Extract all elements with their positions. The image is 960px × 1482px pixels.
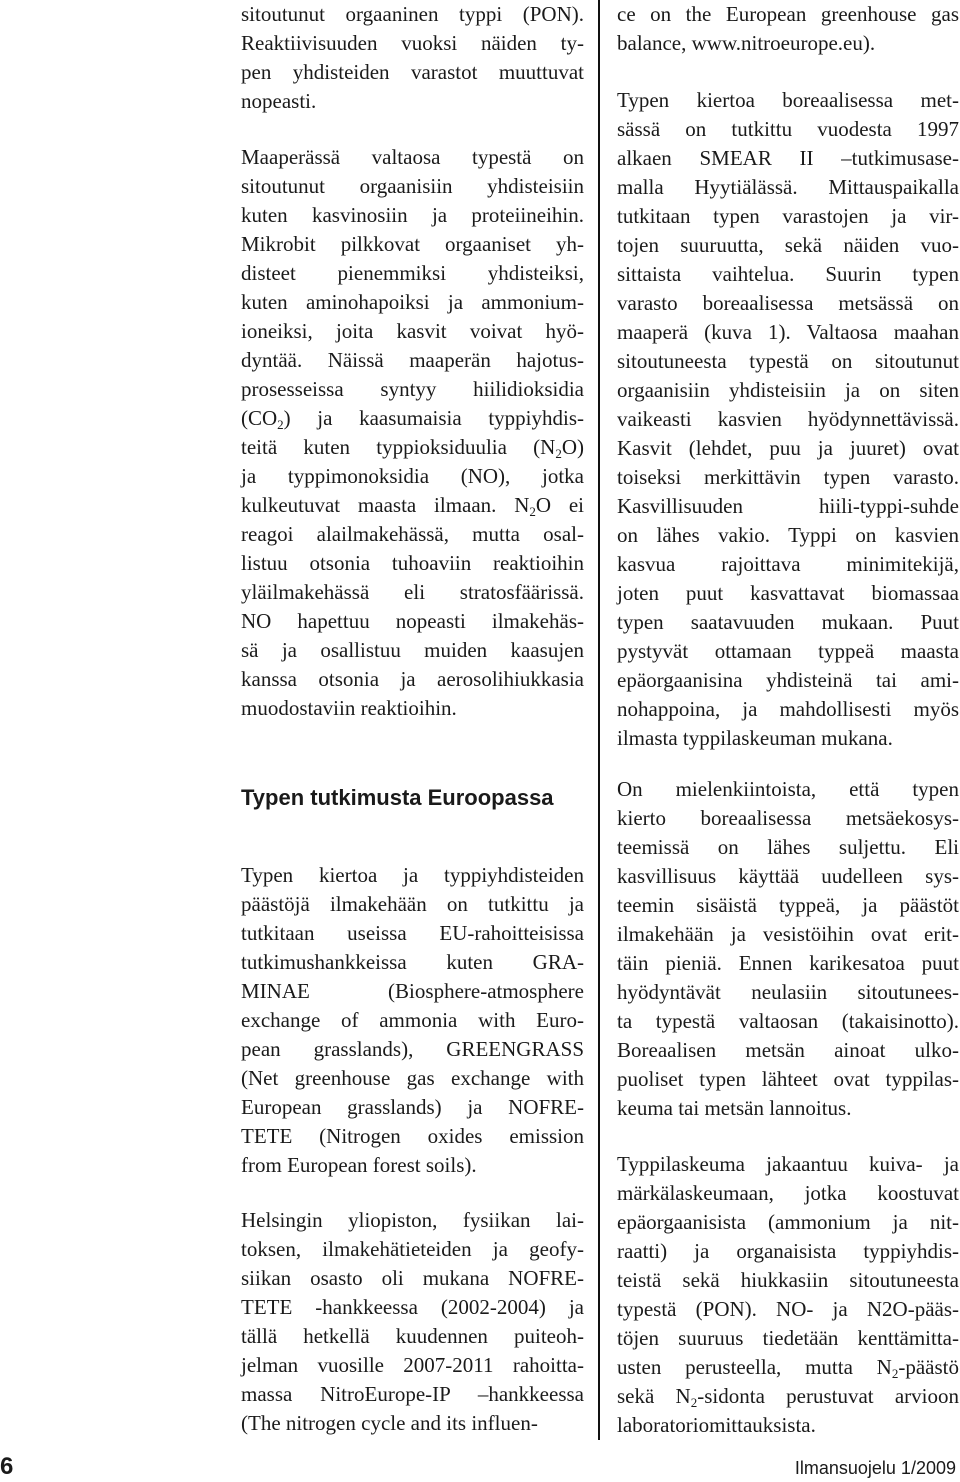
soil-paragraph-line: [241, 433, 584, 462]
smear-paragraph-line: sittaista vaihtelua. Suurin typen: [617, 262, 959, 286]
smear-paragraph-line: tojen suuruutta, sekä näiden vuo-: [617, 233, 959, 257]
deposition-paragraph-line: Typpilaskeuma jakaantuu kuiva- ja: [617, 1152, 959, 1176]
smear-paragraph-line: Typen kiertoa boreaalisessa met-: [617, 88, 959, 112]
continuation-paragraph-line: balance, www.nitroeurope.eu).: [617, 31, 876, 55]
europe-paragraph-line: tutkimushankkeissa kuten GRA-: [241, 950, 584, 974]
text-segment: sekä N: [617, 1384, 691, 1408]
text-segment: (CO: [241, 406, 278, 430]
deposition-paragraph-line: [617, 1382, 959, 1411]
smear-paragraph-line: joten puut kasvattavat biomassaa: [617, 581, 959, 605]
closed-cycle-paragraph-line: ilmakehään ja vesistöihin ovat erit-: [617, 922, 959, 946]
soil-paragraph-line: reagoi alailmakehässä, mutta osal-: [241, 522, 584, 546]
soil-paragraph-line: prosesseissa syntyy hiilidioksidia: [241, 377, 584, 401]
europe-paragraph-line: European grasslands) ja NOFRE-: [241, 1095, 584, 1119]
soil-paragraph-line: Maaperässä valtaosa typestä on: [241, 145, 584, 169]
closed-cycle-paragraph-line: kasvillisuus käyttää uudelleen sys-: [617, 864, 959, 888]
subscript: 2: [891, 1366, 899, 1381]
soil-paragraph-line: sitoutunut orgaanisiin yhdisteisiin: [241, 174, 584, 198]
text-segment: teitä kuten typpioksiduulia (N: [241, 435, 556, 459]
closed-cycle-paragraph-line: teemin sisäistä typpeä, ja päästöt: [617, 893, 959, 917]
europe-paragraph-line: TETE (Nitrogen oxides emission: [241, 1124, 584, 1148]
deposition-paragraph-line: epäorgaanisista (ammonium ja nit-: [617, 1210, 959, 1234]
smear-paragraph-line: sitoutuneesta typestä on sitoutunut: [617, 349, 959, 373]
soil-paragraph-line: [241, 491, 584, 520]
deposition-paragraph-line: [617, 1353, 959, 1382]
smear-paragraph-line: malla Hyytiälässä. Mittauspaikalla: [617, 175, 959, 199]
closed-cycle-paragraph-line: Boreaalisen metsän ainoat ulko-: [617, 1038, 959, 1062]
section-heading: Typen tutkimusta Euroopassa: [241, 785, 554, 810]
smear-paragraph-line: orgaanisiin yhdisteisiin ja on siten: [617, 378, 959, 402]
smear-paragraph-line: Kasvit (lehdet, puu ja juuret) ovat: [617, 436, 959, 460]
smear-paragraph-line: tutkitaan typen varastojen ja vir-: [617, 204, 959, 228]
smear-paragraph-line: Kasvillisuuden hiili-typpi-suhde: [617, 494, 959, 518]
text-segment: -päästö: [898, 1355, 959, 1379]
closed-cycle-paragraph-line: hyödyntävät neulasiin sitoutunees-: [617, 980, 959, 1004]
smear-paragraph-line: toiseksi merkittävin typen varasto.: [617, 465, 959, 489]
soil-paragraph-line: kuten kasvinosiin ja proteiineihin.: [241, 203, 584, 227]
deposition-paragraph-line: typestä (PON). NO- ja N2O-pääs-: [617, 1297, 959, 1321]
deposition-paragraph-line: laboratoriomittauksista.: [617, 1413, 816, 1437]
helsinki-paragraph-line: (The nitrogen cycle and its influen-: [241, 1411, 538, 1435]
soil-paragraph-line: [241, 404, 584, 433]
europe-paragraph-line: päästöjä ilmakehään on tutkittu ja: [241, 892, 584, 916]
soil-paragraph-line: ioneiksi, joita kasvit voivat hyö-: [241, 319, 584, 343]
left-top-paragraph-line: pen yhdisteiden varastot muuttuvat: [241, 60, 584, 84]
helsinki-paragraph-line: siikan osasto oli mukana NOFRE-: [241, 1266, 584, 1290]
smear-paragraph-line: sässä on tutkittu vuodesta 1997: [617, 117, 959, 141]
soil-paragraph-line: kanssa otsonia ja aerosolihiukkasia: [241, 667, 584, 691]
deposition-paragraph-line: teistä sekä hiukkasiin sitoutuneesta: [617, 1268, 959, 1292]
europe-paragraph-line: pean grasslands), GREENGRASS: [241, 1037, 584, 1061]
europe-paragraph-line: from European forest soils).: [241, 1153, 477, 1177]
smear-paragraph-line: nohappoina, ja mahdollisesti myös: [617, 697, 959, 721]
page-number: 6: [0, 1453, 14, 1480]
text-segment: -sidonta perustuvat arvioon: [697, 1384, 960, 1408]
text-segment: O): [561, 435, 584, 459]
smear-paragraph-line: on lähes vakio. Typpi on kasvien: [617, 523, 959, 547]
soil-paragraph-line: yläilmakehässä eli stratosfäärissä.: [241, 580, 584, 604]
europe-paragraph-line: tutkitaan useissa EU-rahoitteisissa: [241, 921, 584, 945]
smear-paragraph-line: ilmasta typpilaskeuman mukana.: [617, 726, 893, 750]
soil-paragraph-line: Mikrobit pilkkovat orgaaniset yh-: [241, 232, 584, 256]
soil-paragraph-line: kuten aminohapoiksi ja ammonium-: [241, 290, 584, 314]
soil-paragraph-line: listuu otsonia tuhoaviin reaktioihin: [241, 551, 584, 575]
helsinki-paragraph-line: toksen, ilmakehätieteiden ja geofy-: [241, 1237, 584, 1261]
helsinki-paragraph-line: jelman vuosille 2007-2011 rahoitta-: [241, 1353, 584, 1377]
soil-paragraph-line: sä ja osallistuu muiden kaasujen: [241, 638, 584, 662]
europe-paragraph-line: MINAE (Biosphere-atmosphere: [241, 979, 584, 1003]
closed-cycle-paragraph-line: keuma tai metsän lannoitus.: [617, 1096, 852, 1120]
soil-paragraph-line: muodostaviin reaktioihin.: [241, 696, 457, 720]
europe-paragraph-line: Typen kiertoa ja typpiyhdisteiden: [241, 863, 584, 887]
europe-paragraph-line: (Net greenhouse gas exchange with: [241, 1066, 584, 1090]
soil-paragraph-line: ja typpimonoksidia (NO), jotka: [241, 464, 584, 488]
closed-cycle-paragraph-line: teemissä on lähes suljettu. Eli: [617, 835, 959, 859]
smear-paragraph-line: maaperä (kuva 1). Valtaosa maahan: [617, 320, 959, 344]
left-top-paragraph-line: nopeasti.: [241, 89, 317, 113]
closed-cycle-paragraph-line: kierto boreaalisessa metsäekosys-: [617, 806, 959, 830]
europe-paragraph-line: exchange of ammonia with Euro-: [241, 1008, 584, 1032]
helsinki-paragraph-line: massa NitroEurope-IP –hankkeessa: [241, 1382, 584, 1406]
closed-cycle-paragraph-line: täin pieniä. Ennen karikesatoa puut: [617, 951, 959, 975]
smear-paragraph-line: alkaen SMEAR II –tutkimusase-: [617, 146, 959, 170]
left-top-paragraph-line: sitoutunut orgaaninen typpi (PON).: [241, 2, 584, 26]
text-segment: usten perusteella, mutta N: [617, 1355, 892, 1379]
subscript: 2: [529, 504, 536, 519]
smear-paragraph-line: vaikeasti kasvien hyödynnettävissä.: [617, 407, 959, 431]
left-top-paragraph-line: Reaktiivisuuden vuoksi näiden ty-: [241, 31, 584, 55]
smear-paragraph-line: varasto boreaalisessa metsässä on: [617, 291, 959, 315]
soil-paragraph-line: NO hapettuu nopeasti ilmakehäs-: [241, 609, 584, 633]
helsinki-paragraph-line: Helsingin yliopiston, fysiikan lai-: [241, 1208, 584, 1232]
smear-paragraph-line: epäorgaanisina yhdisteinä tai ami-: [617, 668, 959, 692]
smear-paragraph-line: kasvua rajoittava minimitekijä,: [617, 552, 959, 576]
closed-cycle-paragraph-line: puoliset typen lähteet ovat typpilas-: [617, 1067, 959, 1091]
column-divider: [598, 0, 600, 1440]
publication-footer: Ilmansuojelu 1/2009: [794, 1458, 956, 1478]
subscript: 2: [690, 1395, 698, 1410]
deposition-paragraph-line: töjen suuruus tiedetään kenttämitta-: [617, 1326, 959, 1350]
helsinki-paragraph-line: TETE -hankkeessa (2002-2004) ja: [241, 1295, 584, 1319]
closed-cycle-paragraph-line: On mielenkiintoista, että typen: [617, 777, 959, 801]
deposition-paragraph-line: märkälaskeumaan, jotka koostuvat: [617, 1181, 959, 1205]
subscript: 2: [555, 446, 562, 461]
closed-cycle-paragraph-line: ta typestä valtaosan (takaisinotto).: [617, 1009, 959, 1033]
helsinki-paragraph-line: tällä hetkellä kuudennen puiteoh-: [241, 1324, 584, 1348]
smear-paragraph-line: pystyvät ottamaan typpeä maasta: [617, 639, 959, 663]
text-segment: ) ja kaasumaisia typpiyhdis-: [283, 406, 584, 430]
continuation-paragraph-line: ce on the European greenhouse gas: [617, 2, 959, 26]
soil-paragraph-line: dyntää. Näissä maaperän hajotus-: [241, 348, 584, 372]
soil-paragraph-line: disteet pienemmiksi yhdisteiksi,: [241, 261, 584, 285]
subscript: 2: [277, 417, 284, 432]
smear-paragraph-line: typen saatavuuden mukaan. Puut: [617, 610, 959, 634]
text-segment: O ei: [535, 493, 585, 517]
text-segment: kulkeutuvat maasta ilmaan. N: [241, 493, 530, 517]
deposition-paragraph-line: raatti) ja organaisista typpiyhdis-: [617, 1239, 959, 1263]
